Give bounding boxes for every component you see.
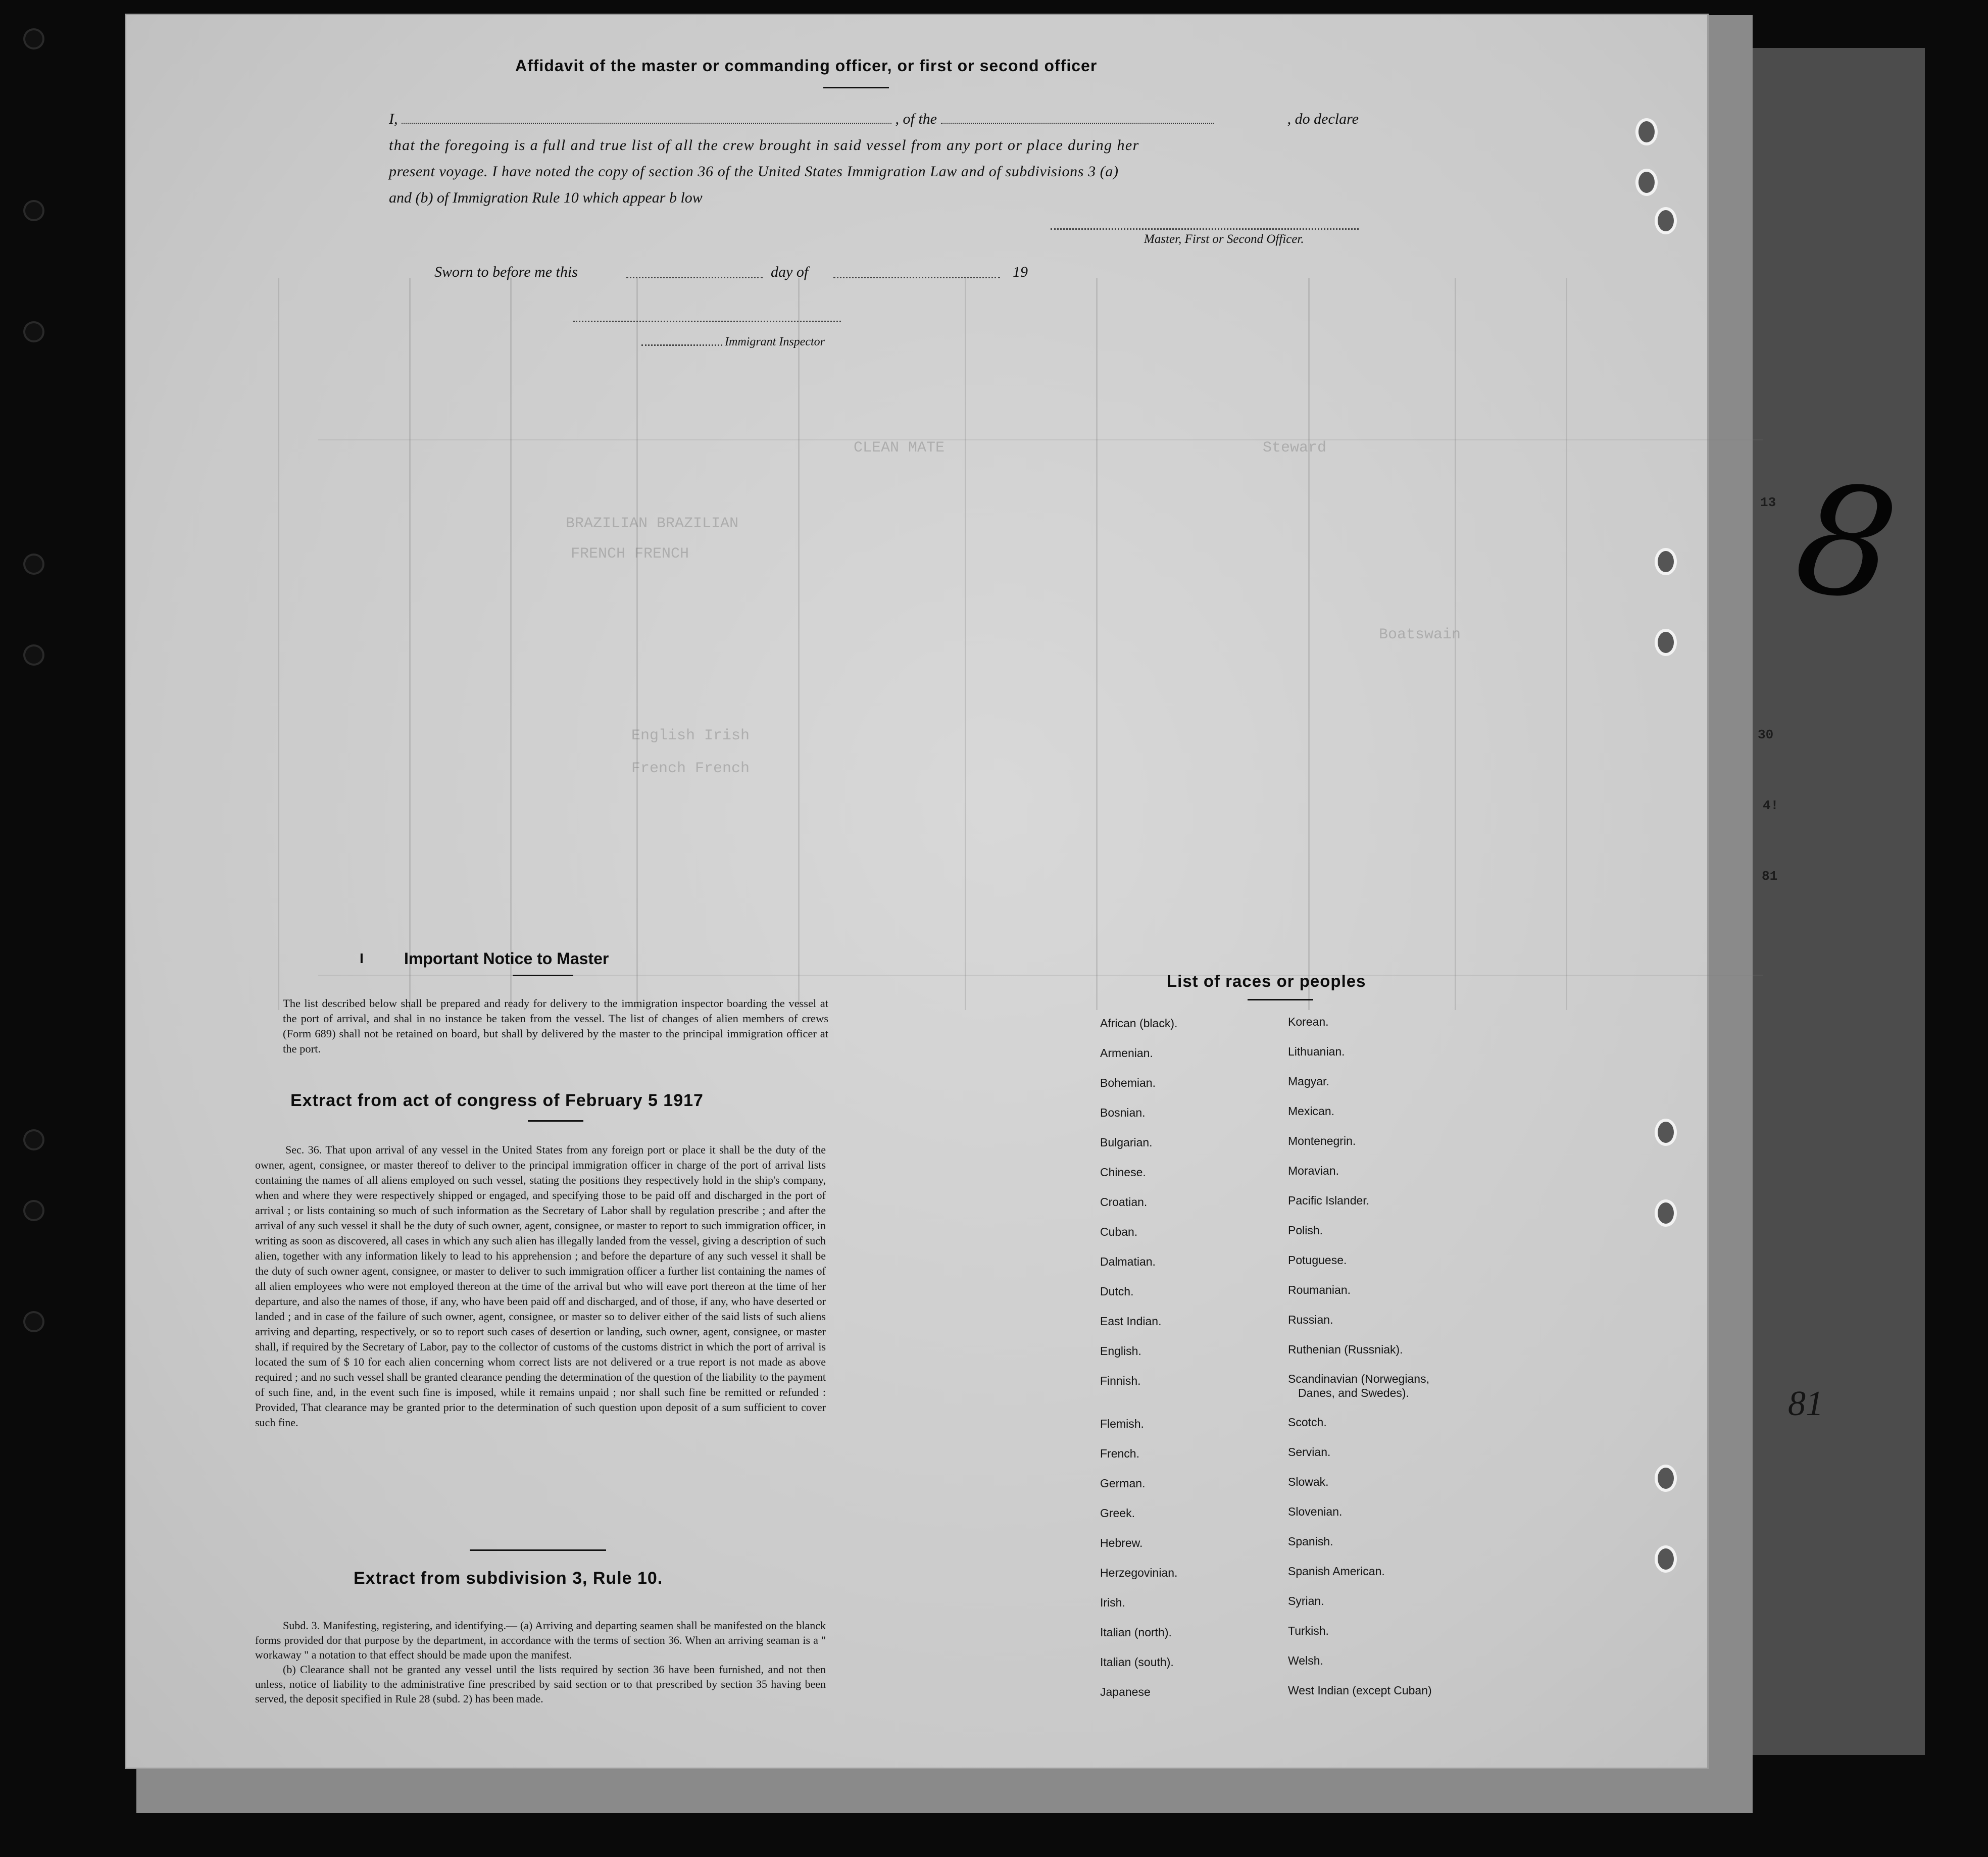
ghost-text: English Irish xyxy=(631,727,750,744)
ghost-grid-line xyxy=(409,278,411,1010)
ring-mark xyxy=(1655,1199,1677,1227)
affidavit-body xyxy=(389,106,1359,211)
affidavit-line4: and (b) of Immigration Rule 10 which appear b low xyxy=(389,189,703,206)
ghost-grid-line xyxy=(278,278,279,1010)
race-item: Italian (north). xyxy=(1100,1626,1172,1639)
race-item: Italian (south). xyxy=(1100,1655,1174,1669)
ring-mark xyxy=(1655,1465,1677,1492)
extract1-rule xyxy=(528,1120,583,1122)
notice-body: The list described below shall be prepared and ready for delivery to the immigration inspector boarding the vessel at the port of arrival, and shal in no instance be taken from the vessel. The list of changes of alien members of crews (Form 689) shall not be retained on board, but shall by delivered by the master to the principal immigration officer at the port. xyxy=(283,997,828,1055)
ghost-grid-line xyxy=(1566,278,1567,1010)
binder-hole xyxy=(25,556,42,573)
underlying-page-right xyxy=(1740,48,1925,1755)
sworn-label: Sworn to before me this xyxy=(434,264,578,280)
race-item: Pacific Islander. xyxy=(1288,1194,1370,1207)
strip-mark: 13 xyxy=(1760,495,1776,510)
race-item: Welsh. xyxy=(1288,1654,1323,1667)
affidavit-title: Affidavit of the master or commanding officer, or first or second officer xyxy=(515,57,1098,75)
subdivision3-para-a: Subd. 3. Manifesting, registering, and identifying.— (a) Arriving and departing seamen shall be manifested on the blanck forms provided dor that purpose by the department, in accordance with the terms of section 36. When an arriving seaman is a " workaway " a notation to that effect should be made upon the manifest. xyxy=(255,1619,826,1661)
signature-label: Master, First or Second Officer. xyxy=(1144,232,1304,246)
affidavit-line1-end: , do declare xyxy=(1287,111,1359,127)
race-item: Roumanian. xyxy=(1288,1283,1351,1296)
race-item: Danes, and Swedes). xyxy=(1298,1386,1409,1399)
race-item: Magyar. xyxy=(1288,1075,1329,1088)
month-line xyxy=(833,277,1000,278)
ghost-grid-line xyxy=(318,439,1763,440)
race-item: French. xyxy=(1100,1447,1139,1460)
race-item: Montenegrin. xyxy=(1288,1134,1356,1147)
ghost-grid-line xyxy=(965,278,966,1010)
subdivision3-para-b: (b) Clearance shall not be granted any vessel until the lists required by section 36 have been furnished, and not then unless, notice of liability to the administrative fine prescribed by said section or to that prescribed by section 35 having been served, the deposit specified in Rule 28 (subd. 2) has been made. xyxy=(255,1663,826,1705)
race-item: Mexican. xyxy=(1288,1105,1335,1118)
race-item: Korean. xyxy=(1288,1015,1329,1028)
race-item: German. xyxy=(1100,1477,1146,1490)
race-item: Hebrew. xyxy=(1100,1536,1143,1549)
binder-hole xyxy=(25,1131,42,1148)
day-label: day of xyxy=(771,264,809,280)
affidavit-line xyxy=(389,106,1359,132)
binder-hole xyxy=(25,202,42,219)
ghost-text: FRENCH FRENCH xyxy=(571,545,689,563)
handwritten-number: 8 xyxy=(1786,448,1907,637)
affidavit-line2: that the foregoing is a full and true list of all the crew brought in said vessel from any port or place during her xyxy=(389,137,1139,154)
binder-hole xyxy=(25,1313,42,1330)
ghost-text: French French xyxy=(631,760,750,777)
race-item: Scotch. xyxy=(1288,1416,1327,1429)
race-item: African (black). xyxy=(1100,1017,1178,1030)
race-item: Spanish American. xyxy=(1288,1565,1385,1578)
inspector-label: Immigrant Inspector xyxy=(725,335,825,348)
extract1-title: Extract from act of congress of February 5 1917 xyxy=(290,1091,704,1110)
subdivision3-text xyxy=(255,1618,826,1706)
ring-mark xyxy=(1655,548,1677,575)
race-item: Ruthenian (Russniak). xyxy=(1288,1343,1403,1356)
race-item: Turkish. xyxy=(1288,1624,1329,1637)
race-item: Syrian. xyxy=(1288,1594,1324,1608)
title-rule xyxy=(823,87,889,88)
race-item: Dutch. xyxy=(1100,1285,1134,1298)
ring-mark xyxy=(1635,169,1658,196)
handwritten-side-mark: 81 xyxy=(1788,1384,1823,1423)
ring-mark xyxy=(1655,1119,1677,1146)
race-item: Moravian. xyxy=(1288,1164,1339,1177)
signature-line xyxy=(1051,228,1359,230)
races-title: List of races or peoples xyxy=(1167,972,1366,990)
races-rule xyxy=(1248,999,1313,1000)
race-item: Croatian. xyxy=(1100,1195,1148,1209)
ring-mark xyxy=(1655,1545,1677,1573)
affidavit-line1-mid: , of the xyxy=(895,111,937,127)
ring-mark xyxy=(1635,118,1658,145)
sworn-date-line xyxy=(626,277,763,278)
race-item: Bulgarian. xyxy=(1100,1136,1153,1149)
race-item: Potuguese. xyxy=(1288,1253,1347,1267)
race-item: Armenian. xyxy=(1100,1046,1153,1060)
notice-title: Important Notice to Master xyxy=(404,949,609,968)
ghost-grid-line xyxy=(1455,278,1456,1010)
race-item: Slovenian. xyxy=(1288,1505,1343,1518)
ring-mark xyxy=(1655,629,1677,656)
race-item: Flemish. xyxy=(1100,1417,1144,1430)
notice-rule xyxy=(513,975,573,976)
race-item: Dalmatian. xyxy=(1100,1255,1156,1268)
race-item: Bohemian. xyxy=(1100,1076,1156,1089)
strip-mark: 81 xyxy=(1762,869,1778,884)
ghost-grid-line xyxy=(636,278,638,1010)
ghost-grid-line xyxy=(798,278,800,1010)
ghost-text: CLEAN MATE xyxy=(854,439,945,457)
race-item: Russian. xyxy=(1288,1313,1333,1326)
race-item: Bosnian. xyxy=(1100,1106,1146,1119)
binder-hole xyxy=(25,30,42,47)
year-label: 19 xyxy=(1013,264,1028,280)
inspector-signature-line-2 xyxy=(641,344,722,346)
ghost-grid-line xyxy=(1308,278,1310,1010)
notice-prefix: I xyxy=(360,950,364,966)
binder-hole xyxy=(25,646,42,664)
race-item: English. xyxy=(1100,1344,1141,1358)
race-item: Irish. xyxy=(1100,1596,1125,1609)
section36-text: Sec. 36. That upon arrival of any vessel in the United States from any foreign port or place it shall be the duty of the owner, agent, consignee, or master thereof to deliver to the principal immigration officer in charge of the port of arrival lists containing the names of all aliens employed on such vessel, stating the positions they respectively hold in the ship's company, when and where they were respectively shipped or engaged, and specifying those to be paid off and discharged in the port of arrival ; or lists containing so much of such information as the Secretary of Labor shall by regulation prescribe ; and after the arrival of any such vessel it shall be the duty of such owner, agent, consignee, or master to report to such immigration officer, in writing as soon as discovered, all cases in which any such alien has illegally landed from the vessel, giving a description of such alien, together with any information likely to lead to his apprehension ; and before the departure of any such vessel it shall be the duty of such owner agent, consignee, or master to deliver to such immigration officer a further list containing the names of all alien employees who were not employed thereon at the time of the arrival but who will eave port thereon at the time of her departure, and also the names of those, if any, who have been paid off and discharged, and of those, if any, who have deserted or landed ; and in case of the failure of such owner, agent, consignee, or master so to deliver either of the said lists of such aliens arriving and departing, respectively, or so to report such cases of desertion or landing, such owner, agent, consignee, or master shall, if required by the Secretary of Labor, pay to the collector of customs of the customs district in which the port of arrival is located the sum of $ 10 for each alien concerning whom correct lists are not delivered or a true report is not made as above required ; and no such vessel shall be granted clearance pending the determination of the question of the liability to the payment of such fine, and, in the event such fine is imposed, while it remains unpaid ; nor shall such fine be remitted or refunded : Provided, That clearance may be granted prior to the determination of such question upon deposit of a sum sufficient to cover such fine. xyxy=(255,1143,826,1429)
affidavit-line1-start: I, xyxy=(389,111,398,127)
race-item: East Indian. xyxy=(1100,1315,1162,1328)
race-item: Servian. xyxy=(1288,1445,1331,1459)
strip-mark: 4! xyxy=(1763,798,1779,813)
strip-mark: 30 xyxy=(1758,727,1774,742)
ghost-text: BRAZILIAN BRAZILIAN xyxy=(566,515,739,532)
race-item: Polish. xyxy=(1288,1224,1323,1237)
race-item: Greek. xyxy=(1100,1507,1135,1520)
extract2-title: Extract from subdivision 3, Rule 10. xyxy=(354,1569,663,1588)
race-item: Finnish. xyxy=(1100,1374,1141,1387)
binder-hole xyxy=(25,1202,42,1219)
inspector-signature-line xyxy=(573,321,841,322)
race-item: Herzegovinian. xyxy=(1100,1566,1178,1579)
race-item: West Indian (except Cuban) xyxy=(1288,1684,1432,1697)
binder-hole xyxy=(25,323,42,340)
ghost-grid-line xyxy=(1096,278,1098,1010)
race-item: Lithuanian. xyxy=(1288,1045,1345,1058)
race-item: Spanish. xyxy=(1288,1535,1333,1548)
race-item: Slowak. xyxy=(1288,1475,1329,1488)
race-item: Cuban. xyxy=(1100,1225,1138,1238)
affidavit-line3: present voyage. I have noted the copy of section 36 of the United States Immigration Law and of subdivisions 3 (a) xyxy=(389,163,1119,180)
race-item: Chinese. xyxy=(1100,1166,1146,1179)
section-divider xyxy=(470,1549,606,1551)
race-item: Japanese xyxy=(1100,1685,1151,1698)
ghost-grid-line xyxy=(510,278,512,1010)
race-item: Scandinavian (Norwegians, xyxy=(1288,1372,1429,1385)
ring-mark xyxy=(1655,207,1677,234)
ghost-text: Steward xyxy=(1263,439,1327,457)
ghost-text: Boatswain xyxy=(1379,626,1461,643)
